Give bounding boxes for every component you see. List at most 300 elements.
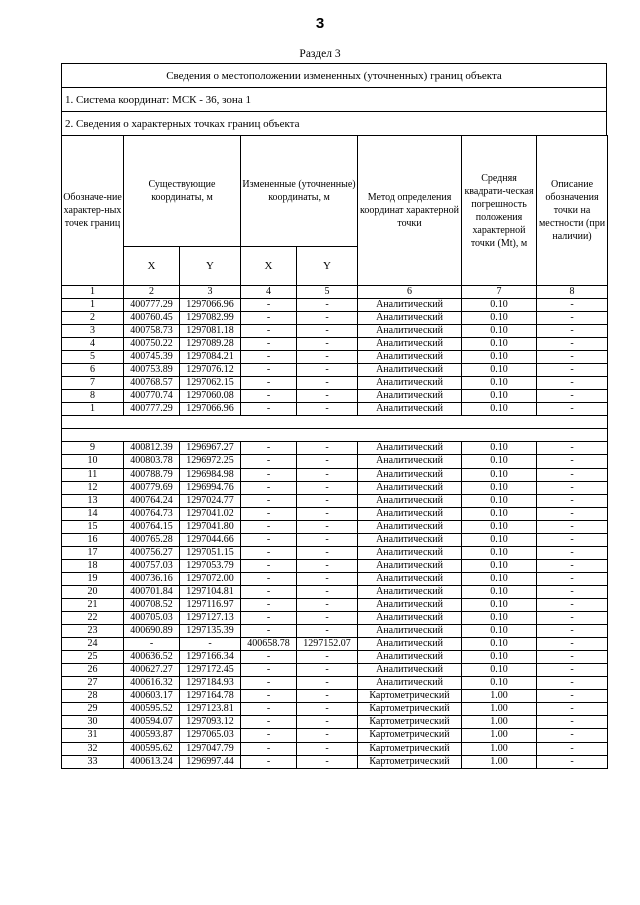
- error-mt-cell: 0.10: [462, 351, 537, 364]
- method-cell: Картометрический: [358, 690, 462, 703]
- description-cell: -: [537, 742, 608, 755]
- point-number-cell: 3: [62, 325, 124, 338]
- existing-x-cell: 400595.52: [124, 703, 180, 716]
- existing-y-cell: 1297062.15: [180, 377, 241, 390]
- page-number: 3: [315, 15, 325, 32]
- section-title: Сведения о местоположении измененных (уточненных) границ объекта: [61, 63, 607, 87]
- existing-y-cell: 1297051.15: [180, 546, 241, 559]
- description-cell: -: [537, 690, 608, 703]
- table-row: [62, 507, 608, 520]
- description-cell: -: [537, 325, 608, 338]
- header-point-designation: Обозначе-ние характер-ных точек границ: [62, 136, 124, 286]
- existing-x-cell: 400768.57: [124, 377, 180, 390]
- changed-x-cell: -: [241, 572, 297, 585]
- description-cell: -: [537, 572, 608, 585]
- method-cell: Картометрический: [358, 729, 462, 742]
- error-mt-cell: 0.10: [462, 664, 537, 677]
- method-cell: Аналитический: [358, 325, 462, 338]
- point-number-cell: 33: [62, 755, 124, 768]
- header-existing-y: Y: [180, 247, 241, 286]
- point-number-cell: 9: [62, 442, 124, 455]
- existing-y-cell: 1297166.34: [180, 651, 241, 664]
- existing-y-cell: 1297047.79: [180, 742, 241, 755]
- point-number-cell: 21: [62, 598, 124, 611]
- existing-y-cell: 1296997.44: [180, 755, 241, 768]
- existing-x-cell: 400777.29: [124, 403, 180, 416]
- changed-x-cell: -: [241, 468, 297, 481]
- existing-x-cell: -: [124, 638, 180, 651]
- header-existing-x: X: [124, 247, 180, 286]
- error-mt-cell: 0.10: [462, 481, 537, 494]
- changed-y-cell: -: [297, 338, 358, 351]
- point-number-cell: 31: [62, 729, 124, 742]
- changed-x-cell: -: [241, 612, 297, 625]
- table-row: [62, 703, 608, 716]
- existing-y-cell: 1296994.76: [180, 481, 241, 494]
- changed-x-cell: -: [241, 716, 297, 729]
- existing-y-cell: 1297041.02: [180, 507, 241, 520]
- description-cell: -: [537, 494, 608, 507]
- point-number-cell: 11: [62, 468, 124, 481]
- point-number-cell: 30: [62, 716, 124, 729]
- changed-x-cell: -: [241, 481, 297, 494]
- existing-y-cell: 1296967.27: [180, 442, 241, 455]
- description-cell: -: [537, 468, 608, 481]
- description-cell: -: [537, 677, 608, 690]
- table-row: [62, 664, 608, 677]
- changed-x-cell: -: [241, 520, 297, 533]
- point-number-cell: 22: [62, 612, 124, 625]
- table-row: [62, 612, 608, 625]
- changed-y-cell: -: [297, 651, 358, 664]
- changed-y-cell: -: [297, 677, 358, 690]
- changed-y-cell: -: [297, 455, 358, 468]
- method-cell: Аналитический: [358, 299, 462, 312]
- changed-x-cell: -: [241, 312, 297, 325]
- method-cell: Аналитический: [358, 572, 462, 585]
- changed-x-cell: -: [241, 338, 297, 351]
- changed-y-cell: -: [297, 742, 358, 755]
- column-number: 3: [180, 286, 241, 299]
- existing-x-cell: 400777.29: [124, 299, 180, 312]
- column-number-row: [62, 286, 608, 299]
- existing-y-cell: 1297065.03: [180, 729, 241, 742]
- changed-x-cell: -: [241, 325, 297, 338]
- existing-y-cell: 1297044.66: [180, 533, 241, 546]
- description-cell: -: [537, 507, 608, 520]
- description-cell: -: [537, 403, 608, 416]
- changed-x-cell: -: [241, 299, 297, 312]
- changed-x-cell: -: [241, 742, 297, 755]
- method-cell: Аналитический: [358, 664, 462, 677]
- existing-y-cell: 1297089.28: [180, 338, 241, 351]
- existing-y-cell: 1297127.13: [180, 612, 241, 625]
- method-cell: Аналитический: [358, 442, 462, 455]
- table-row: [62, 520, 608, 533]
- description-cell: -: [537, 533, 608, 546]
- point-number-cell: 32: [62, 742, 124, 755]
- description-cell: -: [537, 651, 608, 664]
- table-row: [62, 651, 608, 664]
- point-number-cell: 15: [62, 520, 124, 533]
- method-cell: Аналитический: [358, 625, 462, 638]
- existing-y-cell: 1297041.80: [180, 520, 241, 533]
- error-mt-cell: 0.10: [462, 377, 537, 390]
- section-frame: [61, 63, 607, 769]
- description-cell: -: [537, 559, 608, 572]
- point-number-cell: 27: [62, 677, 124, 690]
- table-row: [62, 742, 608, 755]
- existing-x-cell: 400770.74: [124, 390, 180, 403]
- point-number-cell: 25: [62, 651, 124, 664]
- existing-y-cell: 1297081.18: [180, 325, 241, 338]
- method-cell: Аналитический: [358, 533, 462, 546]
- error-mt-cell: 0.10: [462, 507, 537, 520]
- changed-x-cell: -: [241, 546, 297, 559]
- method-cell: Картометрический: [358, 716, 462, 729]
- table-row: [62, 455, 608, 468]
- header-method: Метод определения координат характерной точки: [358, 136, 462, 286]
- table-row: [62, 598, 608, 611]
- description-cell: -: [537, 455, 608, 468]
- description-cell: -: [537, 351, 608, 364]
- table-row: [62, 312, 608, 325]
- coordinate-system: 1. Система координат: МСК - 36, зона 1: [61, 87, 607, 111]
- method-cell: Аналитический: [358, 390, 462, 403]
- method-cell: Аналитический: [358, 677, 462, 690]
- method-cell: Картометрический: [358, 703, 462, 716]
- method-cell: Аналитический: [358, 455, 462, 468]
- error-mt-cell: 0.10: [462, 455, 537, 468]
- description-cell: -: [537, 703, 608, 716]
- existing-x-cell: 400701.84: [124, 585, 180, 598]
- changed-x-cell: -: [241, 390, 297, 403]
- method-cell: Аналитический: [358, 403, 462, 416]
- point-number-cell: 12: [62, 481, 124, 494]
- existing-y-cell: 1297024.77: [180, 494, 241, 507]
- error-mt-cell: 0.10: [462, 390, 537, 403]
- error-mt-cell: 0.10: [462, 585, 537, 598]
- changed-y-cell: -: [297, 351, 358, 364]
- changed-x-cell: -: [241, 625, 297, 638]
- method-cell: Аналитический: [358, 364, 462, 377]
- error-mt-cell: 0.10: [462, 494, 537, 507]
- existing-x-cell: 400760.45: [124, 312, 180, 325]
- point-number-cell: 18: [62, 559, 124, 572]
- column-number: 6: [358, 286, 462, 299]
- table-row: [62, 377, 608, 390]
- existing-x-cell: 400757.03: [124, 559, 180, 572]
- existing-x-cell: 400593.87: [124, 729, 180, 742]
- description-cell: -: [537, 716, 608, 729]
- description-cell: -: [537, 312, 608, 325]
- error-mt-cell: 1.00: [462, 729, 537, 742]
- error-mt-cell: 0.10: [462, 651, 537, 664]
- existing-x-cell: 400616.32: [124, 677, 180, 690]
- method-cell: Аналитический: [358, 638, 462, 651]
- existing-y-cell: 1297066.96: [180, 299, 241, 312]
- changed-y-cell: -: [297, 585, 358, 598]
- contour-2-rows: [62, 442, 608, 768]
- column-number: 7: [462, 286, 537, 299]
- changed-y-cell: -: [297, 481, 358, 494]
- existing-x-cell: 400756.27: [124, 546, 180, 559]
- point-number-cell: 1: [62, 299, 124, 312]
- existing-x-cell: 400690.89: [124, 625, 180, 638]
- error-mt-cell: 0.10: [462, 468, 537, 481]
- changed-x-cell: -: [241, 403, 297, 416]
- error-mt-cell: 0.10: [462, 442, 537, 455]
- changed-x-cell: -: [241, 494, 297, 507]
- changed-y-cell: -: [297, 533, 358, 546]
- error-mt-cell: 0.10: [462, 546, 537, 559]
- changed-x-cell: -: [241, 755, 297, 768]
- error-mt-cell: 0.10: [462, 533, 537, 546]
- changed-y-cell: -: [297, 442, 358, 455]
- existing-x-cell: 400803.78: [124, 455, 180, 468]
- error-mt-cell: 0.10: [462, 364, 537, 377]
- point-number-cell: 16: [62, 533, 124, 546]
- error-mt-cell: 0.10: [462, 312, 537, 325]
- existing-x-cell: 400758.73: [124, 325, 180, 338]
- points-table: [61, 135, 608, 769]
- existing-y-cell: 1297172.45: [180, 664, 241, 677]
- table-row: [62, 533, 608, 546]
- changed-y-cell: -: [297, 390, 358, 403]
- error-mt-cell: 1.00: [462, 716, 537, 729]
- error-mt-cell: 0.10: [462, 325, 537, 338]
- existing-y-cell: 1297082.99: [180, 312, 241, 325]
- point-number-cell: 29: [62, 703, 124, 716]
- changed-y-cell: -: [297, 494, 358, 507]
- header-description: Описание обозначения точки на местности (при наличии): [537, 136, 608, 286]
- existing-x-cell: 400750.22: [124, 338, 180, 351]
- table-row: [62, 481, 608, 494]
- description-cell: -: [537, 612, 608, 625]
- point-number-cell: 5: [62, 351, 124, 364]
- table-row: [62, 468, 608, 481]
- method-cell: Аналитический: [358, 481, 462, 494]
- table-row: [62, 625, 608, 638]
- existing-x-cell: 400764.73: [124, 507, 180, 520]
- header-error: Средняя квадрати-ческая погрешность положения характерной точки (Mt), м: [462, 136, 537, 286]
- method-cell: Аналитический: [358, 377, 462, 390]
- changed-y-cell: 1297152.07: [297, 638, 358, 651]
- table-row: [62, 442, 608, 455]
- changed-y-cell: -: [297, 403, 358, 416]
- method-cell: Аналитический: [358, 351, 462, 364]
- existing-y-cell: 1297084.21: [180, 351, 241, 364]
- column-number: 5: [297, 286, 358, 299]
- description-cell: -: [537, 755, 608, 768]
- description-cell: -: [537, 390, 608, 403]
- existing-x-cell: 400753.89: [124, 364, 180, 377]
- table-row: [62, 729, 608, 742]
- changed-x-cell: -: [241, 364, 297, 377]
- table-row: [62, 572, 608, 585]
- method-cell: Аналитический: [358, 312, 462, 325]
- description-cell: -: [537, 364, 608, 377]
- table-row: [62, 690, 608, 703]
- changed-x-cell: -: [241, 442, 297, 455]
- changed-x-cell: -: [241, 533, 297, 546]
- existing-x-cell: 400627.27: [124, 664, 180, 677]
- table-row: [62, 755, 608, 768]
- existing-y-cell: 1297123.81: [180, 703, 241, 716]
- description-cell: -: [537, 638, 608, 651]
- changed-y-cell: -: [297, 690, 358, 703]
- error-mt-cell: 1.00: [462, 755, 537, 768]
- table-row: [62, 299, 608, 312]
- existing-y-cell: 1296972.25: [180, 455, 241, 468]
- header-changed-coordinates: Измененные (уточненные) координаты, м: [241, 136, 358, 247]
- existing-y-cell: 1297184.93: [180, 677, 241, 690]
- changed-x-cell: -: [241, 377, 297, 390]
- changed-y-cell: -: [297, 598, 358, 611]
- description-cell: -: [537, 729, 608, 742]
- method-cell: Аналитический: [358, 507, 462, 520]
- error-mt-cell: 0.10: [462, 520, 537, 533]
- method-cell: Аналитический: [358, 651, 462, 664]
- changed-x-cell: -: [241, 559, 297, 572]
- existing-x-cell: 400765.28: [124, 533, 180, 546]
- method-cell: Аналитический: [358, 559, 462, 572]
- column-number: 4: [241, 286, 297, 299]
- changed-x-cell: -: [241, 351, 297, 364]
- description-cell: -: [537, 598, 608, 611]
- existing-y-cell: 1296984.98: [180, 468, 241, 481]
- changed-y-cell: -: [297, 716, 358, 729]
- changed-x-cell: -: [241, 598, 297, 611]
- point-number-cell: 4: [62, 338, 124, 351]
- changed-y-cell: -: [297, 377, 358, 390]
- table-row: [62, 403, 608, 416]
- changed-y-cell: -: [297, 520, 358, 533]
- existing-y-cell: 1297135.39: [180, 625, 241, 638]
- changed-y-cell: -: [297, 546, 358, 559]
- changed-x-cell: -: [241, 507, 297, 520]
- table-row: [62, 390, 608, 403]
- column-number: 1: [62, 286, 124, 299]
- point-number-cell: 26: [62, 664, 124, 677]
- point-number-cell: 10: [62, 455, 124, 468]
- changed-y-cell: -: [297, 572, 358, 585]
- changed-x-cell: -: [241, 651, 297, 664]
- description-cell: -: [537, 442, 608, 455]
- method-cell: Картометрический: [358, 742, 462, 755]
- changed-y-cell: -: [297, 755, 358, 768]
- error-mt-cell: 1.00: [462, 742, 537, 755]
- changed-y-cell: -: [297, 468, 358, 481]
- changed-y-cell: -: [297, 559, 358, 572]
- description-cell: -: [537, 377, 608, 390]
- changed-x-cell: -: [241, 677, 297, 690]
- existing-y-cell: 1297104.81: [180, 585, 241, 598]
- existing-x-cell: 400788.79: [124, 468, 180, 481]
- error-mt-cell: 1.00: [462, 703, 537, 716]
- description-cell: -: [537, 520, 608, 533]
- changed-x-cell: -: [241, 585, 297, 598]
- existing-x-cell: 400779.69: [124, 481, 180, 494]
- existing-x-cell: 400736.16: [124, 572, 180, 585]
- existing-y-cell: -: [180, 638, 241, 651]
- header-changed-x: X: [241, 247, 297, 286]
- point-number-cell: 28: [62, 690, 124, 703]
- changed-y-cell: -: [297, 625, 358, 638]
- description-cell: -: [537, 546, 608, 559]
- changed-x-cell: 400658.78: [241, 638, 297, 651]
- table-row: [62, 364, 608, 377]
- changed-y-cell: -: [297, 729, 358, 742]
- separator-row: [62, 416, 608, 429]
- existing-y-cell: 1297076.12: [180, 364, 241, 377]
- changed-y-cell: -: [297, 325, 358, 338]
- changed-x-cell: -: [241, 690, 297, 703]
- error-mt-cell: 0.10: [462, 598, 537, 611]
- changed-y-cell: -: [297, 612, 358, 625]
- table-row: [62, 351, 608, 364]
- changed-y-cell: -: [297, 507, 358, 520]
- method-cell: Картометрический: [358, 755, 462, 768]
- contour-separator: [62, 416, 608, 442]
- point-number-cell: 17: [62, 546, 124, 559]
- existing-x-cell: 400764.15: [124, 520, 180, 533]
- point-number-cell: 8: [62, 390, 124, 403]
- existing-y-cell: 1297053.79: [180, 559, 241, 572]
- changed-y-cell: -: [297, 703, 358, 716]
- description-cell: -: [537, 481, 608, 494]
- existing-x-cell: 400594.07: [124, 716, 180, 729]
- method-cell: Аналитический: [358, 585, 462, 598]
- error-mt-cell: 0.10: [462, 572, 537, 585]
- existing-x-cell: 400603.17: [124, 690, 180, 703]
- existing-y-cell: 1297093.12: [180, 716, 241, 729]
- changed-x-cell: -: [241, 703, 297, 716]
- existing-y-cell: 1297072.00: [180, 572, 241, 585]
- table-row: [62, 638, 608, 651]
- existing-x-cell: 400636.52: [124, 651, 180, 664]
- existing-x-cell: 400812.39: [124, 442, 180, 455]
- changed-x-cell: -: [241, 455, 297, 468]
- point-number-cell: 1: [62, 403, 124, 416]
- method-cell: Аналитический: [358, 612, 462, 625]
- table-row: [62, 677, 608, 690]
- changed-y-cell: -: [297, 299, 358, 312]
- error-mt-cell: 1.00: [462, 690, 537, 703]
- changed-y-cell: -: [297, 664, 358, 677]
- section-label: Раздел 3: [299, 48, 341, 60]
- header-changed-y: Y: [297, 247, 358, 286]
- table-row: [62, 494, 608, 507]
- table-row: [62, 325, 608, 338]
- method-cell: Аналитический: [358, 598, 462, 611]
- existing-y-cell: 1297060.08: [180, 390, 241, 403]
- point-number-cell: 6: [62, 364, 124, 377]
- changed-y-cell: -: [297, 312, 358, 325]
- description-cell: -: [537, 338, 608, 351]
- existing-x-cell: 400595.62: [124, 742, 180, 755]
- point-number-cell: 2: [62, 312, 124, 325]
- table-row: [62, 338, 608, 351]
- error-mt-cell: 0.10: [462, 559, 537, 572]
- point-number-cell: 19: [62, 572, 124, 585]
- existing-x-cell: 400705.03: [124, 612, 180, 625]
- changed-x-cell: -: [241, 664, 297, 677]
- existing-x-cell: 400745.39: [124, 351, 180, 364]
- table-row: [62, 716, 608, 729]
- header-existing-coordinates: Существующие координаты, м: [124, 136, 241, 247]
- description-cell: -: [537, 585, 608, 598]
